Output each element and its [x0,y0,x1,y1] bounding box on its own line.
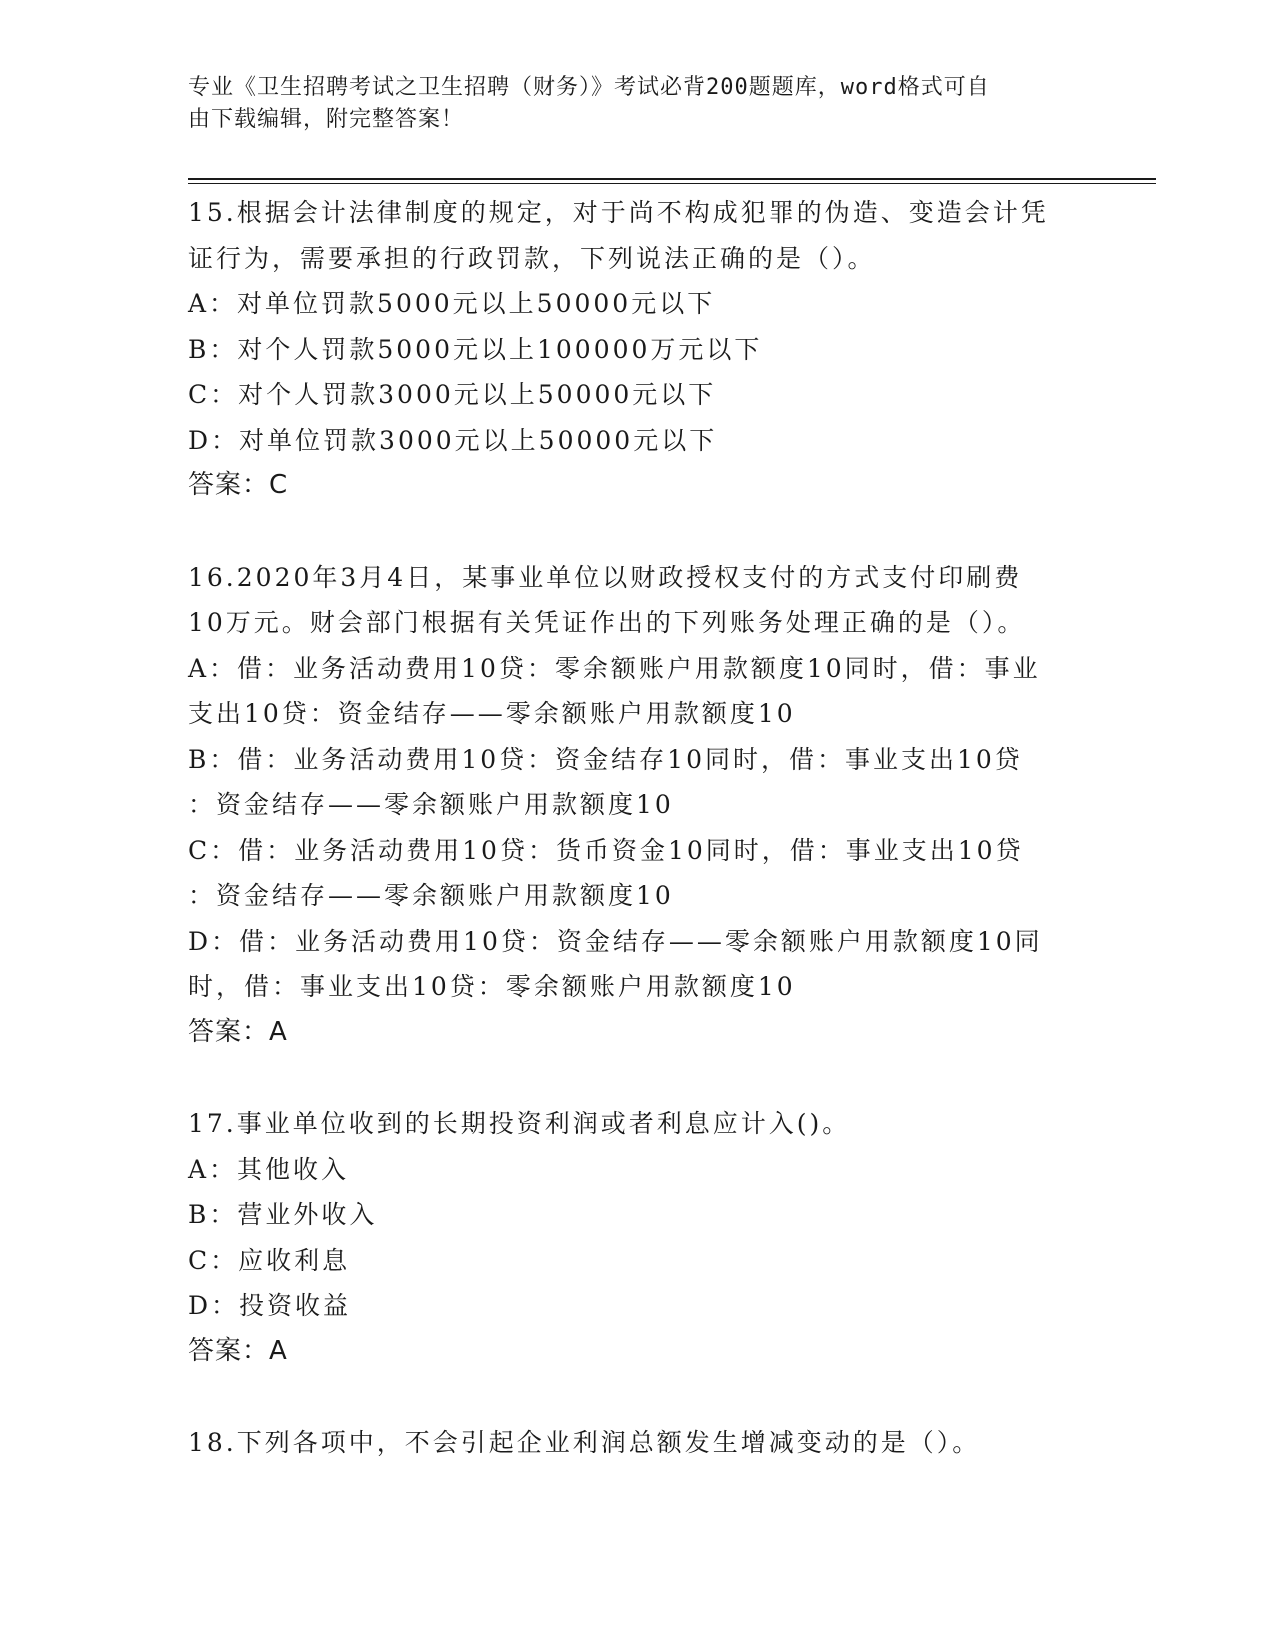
question-spacer [188,1055,1088,1101]
question-stem-line: 10万元。财会部门根据有关凭证作出的下列账务处理正确的是（）。 [188,608,1026,637]
answer-line: 答案：A [188,1016,288,1047]
question-spacer [188,1374,1088,1420]
option-a: A：借：业务活动费用10贷：零余额账户用款额度10同时，借：事业 [188,653,1041,683]
header-divider-thick [188,178,1156,180]
option-b: B：对个人罚款5000元以上100000万元以下 [188,334,763,364]
option-a: A：对单位罚款5000元以上50000元以下 [188,289,716,318]
option-d-continued: 时，借：事业支出10贷：零余额账户用款额度10 [188,972,796,1001]
question-18 [188,1420,1088,1466]
option-b: B：借：业务活动费用10贷：资金结存10同时，借：事业支出10贷 [188,744,1023,774]
header-line-2: 由下载编辑，附完整答案！ [188,107,465,132]
option-b: B：营业外收入 [188,1200,378,1229]
document-header [188,72,1068,136]
header-line-1: 专业《卫生招聘考试之卫生招聘（财务）》考试必背200题题库，word格式可自 [188,75,990,100]
question-17 [188,1101,1088,1374]
question-spacer [188,509,1088,555]
option-c: C：应收利息 [188,1245,351,1275]
option-d: D：投资收益 [188,1291,352,1320]
option-a-continued: 支出10贷：资金结存——零余额账户用款额度10 [188,699,796,728]
question-stem-line: 18.下列各项中，不会引起企业利润总额发生增减变动的是（）。 [188,1428,981,1457]
answer-line: 答案：A [188,1335,288,1366]
header-divider-thin [188,183,1156,184]
option-c: C：对个人罚款3000元以上50000元以下 [188,380,717,409]
option-d: D：借：业务活动费用10贷：资金结存——零余额账户用款额度10同 [188,926,1043,956]
question-stem-line: 15.根据会计法律制度的规定，对于尚不构成犯罪的伪造、变造会计凭 [188,198,1049,227]
option-c: C：借：业务活动费用10贷：货币资金10同时，借：事业支出10贷 [188,835,1024,865]
question-stem-line: 证行为，需要承担的行政罚款，下列说法正确的是（）。 [188,243,876,273]
option-b-continued: ：资金结存——零余额账户用款额度10 [188,790,674,819]
option-d: D：对单位罚款3000元以上50000元以下 [188,425,718,455]
question-list [188,190,1088,1466]
answer-line: 答案：C [188,470,289,500]
question-15 [188,190,1088,509]
question-16 [188,555,1088,1056]
option-c-continued: ：资金结存——零余额账户用款额度10 [188,881,674,910]
question-stem-line: 16.2020年3月4日，某事业单位以财政授权支付的方式支付印刷费 [188,562,1023,592]
question-stem-line: 17.事业单位收到的长期投资利润或者利息应计入()。 [188,1109,851,1138]
option-a: A：其他收入 [188,1154,350,1184]
